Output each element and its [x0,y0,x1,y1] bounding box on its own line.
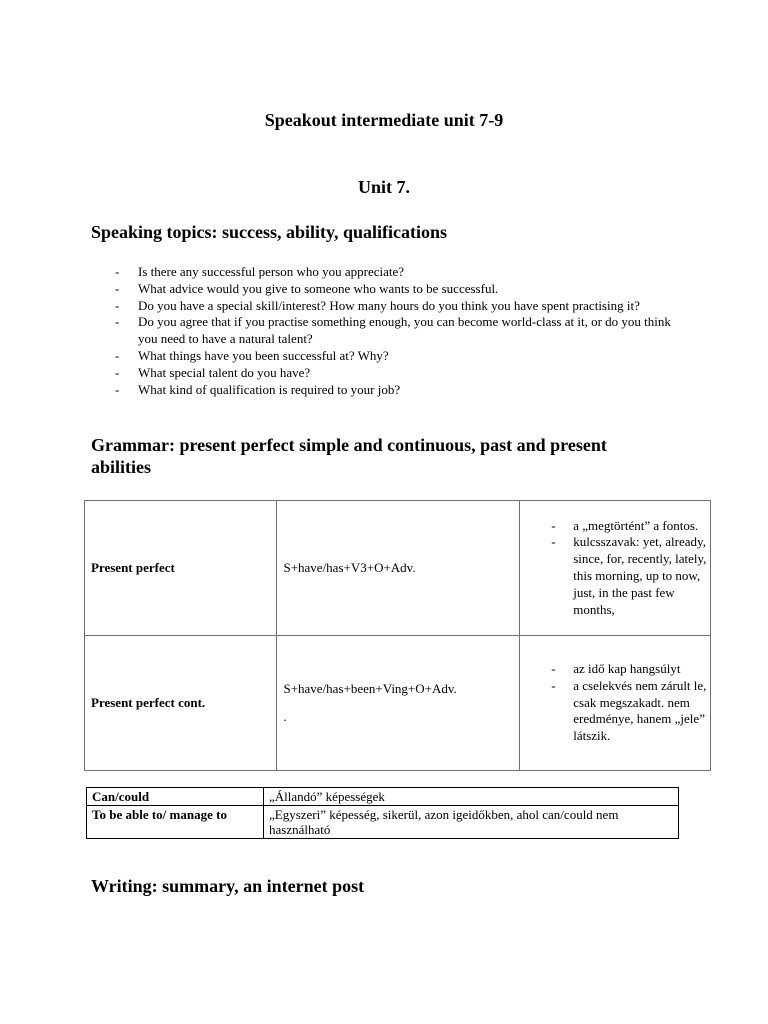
formula-text: S+have/has+V3+O+Adv. [283,560,416,575]
notes-list [520,518,710,619]
unit-title: Unit 7. [357,177,410,197]
formula-cell [277,501,520,636]
list-item: - What kind of qualification is required to your job? [113,382,683,399]
list-item: - a cselekvés nem zárult le, csak megszakadt. nem eredménye, hanem „jele” látszik. [520,678,710,745]
list-item: - Is there any successful person who you appreciate? [113,264,683,281]
formula-cell [277,636,520,771]
ability-term-cell: To be able to/ manage to [87,806,264,839]
ability-meaning-cell: „Egyszeri” képesség, sikerül, azon igeidőkben, ahol can/could nem használható [264,806,679,839]
table-row [85,636,711,771]
document-title: Speakout intermediate unit 7-9 [264,110,504,130]
notes-list [520,661,710,745]
speaking-topics-heading: Speaking topics: success, ability, qualifications [91,222,448,242]
tense-name-cell: Present perfect [85,501,277,636]
table-row [87,788,679,806]
speaking-topics-list [113,264,683,398]
tense-name-cell: Present perfect cont. [85,636,277,771]
ability-table [86,787,679,839]
list-item: - a „megtörtént” a fontos. [520,518,710,535]
list-item: - Do you agree that if you practise something enough, you can become world-class at it, or do you think you need to have a natural talent? [113,314,683,348]
list-item: - kulcsszavak: yet, already, since, for, recently, lately, this morning, up to now, just, in the past few months, [520,534,710,618]
notes-cell [520,501,711,636]
grammar-table [84,500,711,771]
list-item: - What things have you been successful at? Why? [113,348,683,365]
formula-extra-text: . [283,709,287,724]
grammar-heading: Grammar: present perfect simple and continuous, past and present abilities [91,435,607,477]
formula-text: S+have/has+been+Ving+O+Adv. [283,681,457,696]
ability-term-cell: Can/could [87,788,264,806]
ability-meaning-cell: „Állandó” képességek [264,788,679,806]
list-item: - What special talent do you have? [113,365,683,382]
table-row [87,806,679,839]
list-item: - Do you have a special skill/interest? How many hours do you think you have spent practising it? [113,298,683,315]
list-item: - What advice would you give to someone who wants to be successful. [113,281,683,298]
list-item: - az idő kap hangsúlyt [520,661,710,678]
table-row [85,501,711,636]
notes-cell [520,636,711,771]
writing-heading: Writing: summary, an internet post [91,876,365,896]
